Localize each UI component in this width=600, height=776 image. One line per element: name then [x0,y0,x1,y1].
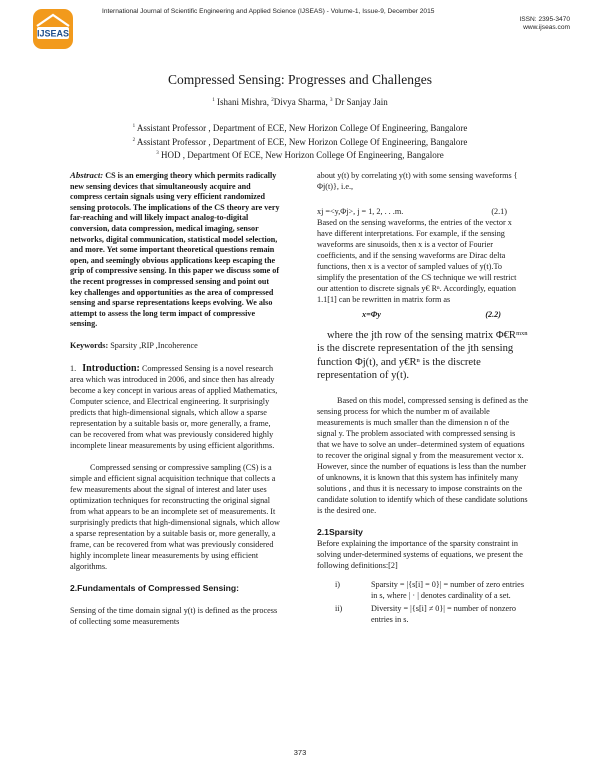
author-2: Divya Sharma, [273,97,330,107]
intro-paragraph-2: Compressed sensing or compressive sampling (CS) is a simple and efficient signal acquisition technique that collects a few measurements about the signal of interest and later uses optimization techniques for reconstructing the original signal from what appears to be an incomplete set of measurements. It surprisingly predicts that high-dimensional signals, which allow a sparse representation by a suitable basis or, more generally, a frame, can be recovered from what was previously considered highly incomplete linear measurements by using efficient algorithms. [70,462,280,571]
authors [0,97,600,107]
right-column [317,170,529,625]
keywords-label: Keywords: [70,340,109,350]
affiliation-2: $^2$ Assistant Professor , Department of ECE, New Horizon College Of Engineering, Bangalore [132,136,468,147]
abstract-label: Abstract: [70,170,104,180]
page-number: 373 [293,748,307,757]
definition-2-text: Diversity = |{s[i] ≠ 0}| = number of nonzero entries in s. [371,603,516,624]
left-column [70,170,282,627]
keywords [70,340,282,351]
affiliation-3: $^3$ HOD , Department Of ECE, New Horizon College Of Engineering, Bangalore [156,150,444,160]
definition-1 [317,579,529,601]
journal-url: www.ijseas.com [523,24,570,32]
equation-2-1-number: (2.1) [491,207,507,216]
author-3: Dr Sanjay Jain [332,97,388,107]
right-paragraph-0: about y(t) by correlating y(t) with some sensing waveforms { Φj(t)}, i.e., [317,171,518,191]
author-sup-2: 2 [271,98,274,103]
equation-2-2-body: x=Φy [362,310,381,319]
sparsity-heading: 2.1Sparsity [317,526,363,537]
author-sup-1: 1 [212,98,215,103]
right-paragraph-1: Based on the sensing waveforms, the entries of the vector x have different interpretations. For example, if the sensing waveforms are sinusoids, then x is a vector of Fourier coefficients, and if the sensing waveforms are Dirac delta functions, then x is a vector of sampled values of y(t).To simplify the presentation of the CS technique we will restrict our attention to discrete signals y€ Rⁿ. Accordingly, equation 1.1[1] can be rewritten in matrix form as [317,218,517,304]
intro-heading: Introduction: [82,362,140,374]
right-large-paragraph: where the jth row of the sensing matrix Φ€Rᵐˣⁿ is the discrete representation of the jth sensing function Φj(t), and y€Rⁿ is the discrete representation of y(t). [317,330,528,382]
intro-text-1: Compressed Sensing is a novel research area which was introduced in 2006, and since then has already become a key concept in various areas of applied Mathematics, Computer science, and Electrical engineering. It surprisingly predicts that high-dimensional signals, which allow a sparse representation by a suitable basis or, more generally, a frame, can be recovered from what was previously considered highly incomplete linear measurements by using efficient algorithms. [70,363,278,450]
author-1: Ishani Mishra, [214,97,272,107]
journal-name: International Journal of Scientific Engineering and Applied Science (IJSEAS) - Volume-1, Issue-9, December 2015 [102,8,435,15]
paper-title: Compressed Sensing: Progresses and Challenges [168,72,432,87]
right-paragraph-2: Based on this model, compressed sensing is defined as the sensing process for which the number m of available measurements is much smaller than the dimension n of the signal y. The problem associated with compressed sensing is that we have to solve an under–determined system of equations to recover the original signal y from the measurement vector x. However, since the number of equations is less than the number of unknowns, it is known that this system has infinitely many solutions , and thus it is necessary to impose constraints on the candidate solution to identify which of these candidate solutions is the desired one. [317,395,529,515]
section2-paragraph-1: Sensing of the time domain signal y(t) is defined as the process of collecting some measurements [70,605,278,626]
affiliations [60,121,540,162]
author-sup-3: 3 [330,98,333,103]
journal-logo [30,6,76,52]
issn: ISSN: 2395-3470 [519,16,570,24]
equation-2-2 [317,309,529,321]
section2-heading: 2.Fundamentals of Compressed Sensing: [70,582,240,593]
running-header [102,8,570,33]
equation-2-1 [317,206,529,217]
intro-paragraph-1 [70,363,282,451]
logo-text: IJSEAS [36,28,70,39]
abstract-text: CS is an emerging theory which permits radically new sensing devices that simultaneously acquire and compress certain signals using very efficient randomized sensing protocols. The implications of the CS theory are very far-reaching and will likely impact analog-to-digital conversion, data compression, medical imaging, sensor networks, digital communication, statistical model selection, and more. Yet some important theoretical questions remain open, and seemingly obvious applications keep escaping the grip of compressive sensing. In this paper we discuss some of the recent progresses in compressed sensing and point out key challenges and opportunities as the area of compressed sensing and sparse representations keeps evolving. We also attempt to assess the long term impact of compressive sensing. [70,171,280,329]
definition-1-number: i) [335,579,341,589]
right-paragraph-3: Before explaining the importance of the sparsity constraint in solving under-determined systems of equations, we present the following definitions:[2] [317,538,523,570]
equation-2-2-number: (2.2) [485,310,501,319]
definition-2-number: ii) [335,603,343,613]
definition-2 [317,603,529,625]
keywords-text: Sparsity ,RIP ,Incoherence [108,340,198,350]
affiliation-1: $^1$ Assistant Professor , Department of ECE, New Horizon College Of Engineering, Bangalore [132,123,468,133]
abstract [70,170,282,330]
definition-1-text: Sparsity = |{s[i] = 0}| = number of zero entries in s, where | · | denotes cardinality of a set. [371,579,524,600]
intro-number: 1. [70,363,77,373]
logo-graphic [30,6,76,52]
equation-2-1-body: xj =<y,Φj>, j = 1, 2, . . .m. [317,207,404,216]
